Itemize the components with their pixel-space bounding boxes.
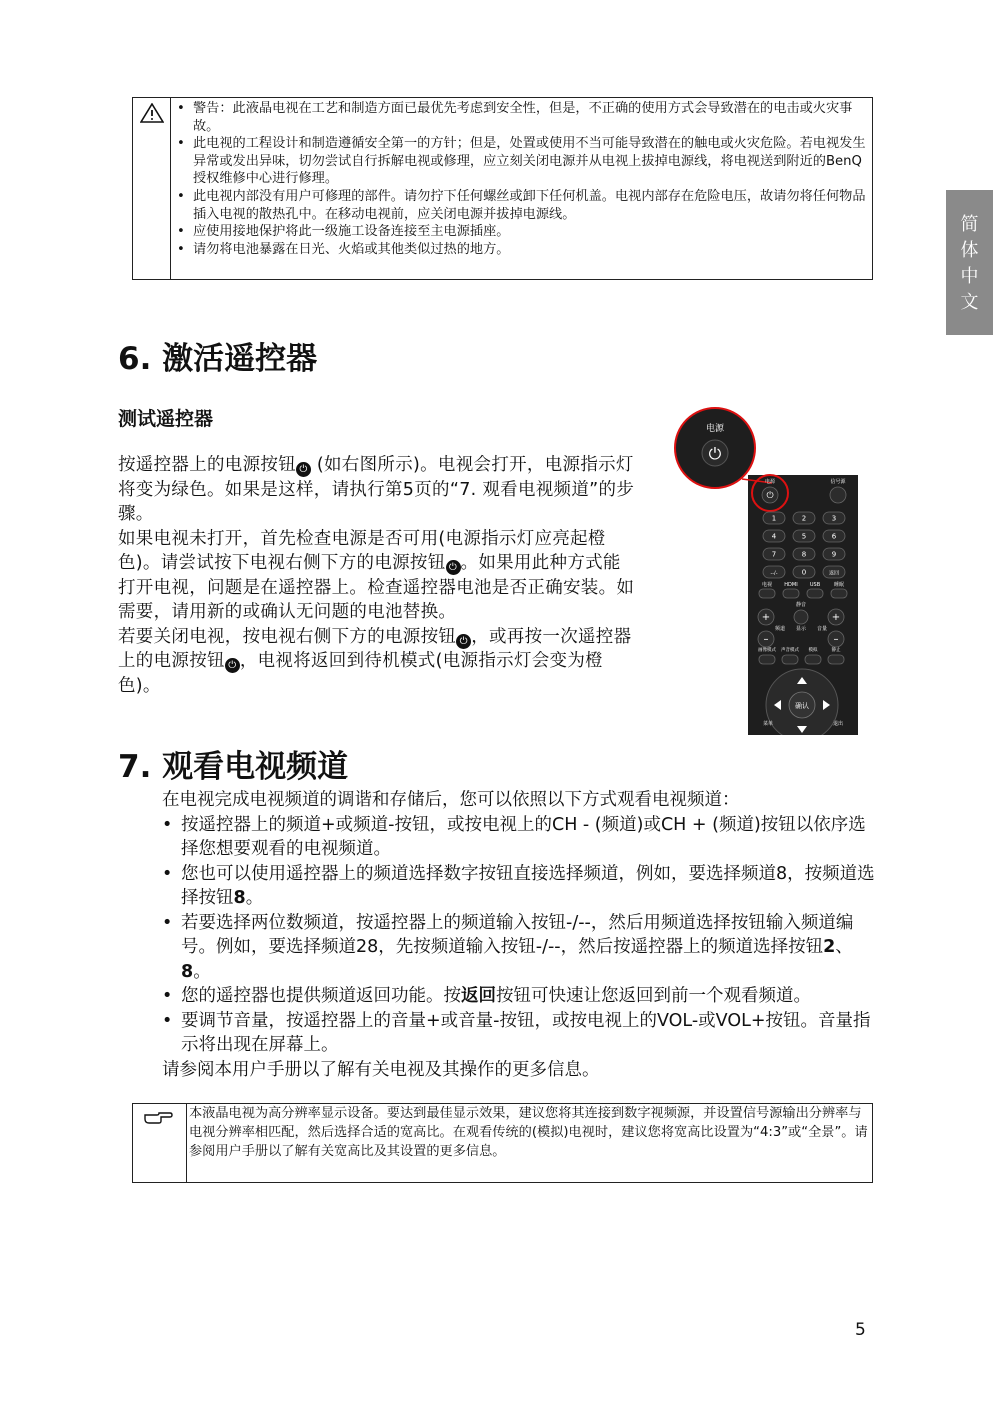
bullet-item: • 您也可以使用遥控器上的频道选择数字按钮直接选择频道，例如，要选择频道8，按频道选择按钮8。	[162, 863, 875, 908]
power-label: 电源	[764, 479, 776, 485]
language-tab-char: 中	[960, 266, 979, 287]
svg-text:+: +	[831, 612, 841, 623]
paragraph: 若要关闭电视，按电视右侧下方的电源按钮 ⏻ ，或再按一次遥控器上的电源按钮 ⏻ ，电视将返回到待机模式(电源指示灯会变为橙色)。	[118, 626, 632, 696]
zoom-power-icon: ⏻	[708, 444, 722, 463]
digit-label: --/-	[770, 570, 778, 577]
mode-button	[782, 655, 798, 664]
note-box	[132, 1103, 873, 1183]
warning-item: • 应使用接地保护将此一级施工设备连接至主电源插座。	[177, 224, 510, 240]
mode-button	[828, 655, 844, 664]
source-label: 信号源	[830, 479, 846, 485]
section6-subtitle: 测试遥控器	[118, 408, 214, 430]
section7-title: 7. 观看电视频道	[118, 749, 349, 785]
power-button: ⏻	[766, 491, 774, 501]
section7-body	[162, 788, 876, 1082]
digit-label: 1	[771, 514, 777, 523]
svg-text:菜单: 菜单	[762, 721, 774, 727]
function-button	[831, 589, 847, 598]
warning-list	[177, 100, 868, 258]
mode-label: 静止	[831, 648, 841, 653]
mode-label: 模拟	[808, 648, 818, 653]
digit-label: 9	[831, 550, 837, 559]
section6-title: 6. 激活遥控器	[118, 341, 318, 377]
paragraph: 如果电视未打开，首先检查电源是否可用(电源指示灯应亮起橙色)。请尝试按下电视右侧下方的电源按钮 ⏻ 。如果用此种方式能打开电视，问题是在遥控器上。检查遥控器电池是否正确安装。如需要，请用新的或确认无问题的电池替换。	[118, 528, 635, 622]
power-icon: ⏻	[296, 462, 311, 477]
warning-box	[132, 97, 873, 280]
outro: 请参阅本用户手册以了解有关电视及其操作的更多信息。	[162, 1059, 600, 1080]
function-button	[807, 589, 823, 598]
digit-label: 返回	[828, 570, 840, 577]
warning-item: • 此电视内部没有用户可修理的部件。请勿拧下任何螺丝或卸下任何机盖。电视内部存在危险电压，故请勿将任何物品插入电视的散热孔中。在移动电视前，应关闭电源并拔掉电源线。	[177, 188, 866, 222]
svg-text:退出: 退出	[832, 721, 844, 727]
mode-button	[759, 655, 775, 664]
bullet-item: • 按遥控器上的频道+或频道-按钮，或按电视上的CH - (频道)或CH + (频道)按钮以依序选择您想要观看的电视频道。	[162, 814, 866, 859]
digit-label: 5	[801, 532, 807, 541]
digit-label: 2	[801, 514, 807, 523]
svg-text:+: +	[761, 612, 771, 623]
mode-label: 声音模式	[781, 648, 799, 653]
language-tab-char: 体	[960, 240, 979, 261]
warning-item: • 请勿将电池暴露在日光、火焰或其他类似过热的地方。	[177, 241, 510, 257]
power-icon: ⏻	[446, 560, 461, 575]
warning-item: • 警告：此液晶电视在工艺和制造方面已最优先考虑到安全性，但是，不正确的使用方式会导致潜在的电击或火灾事故。	[177, 101, 853, 134]
language-tab	[946, 190, 993, 335]
function-button	[783, 589, 799, 598]
remote-control-illustration	[672, 405, 862, 735]
bullet-item: • 若要选择两位数频道，按遥控器上的频道输入按钮-/--，然后用频道选择按钮输入频道编号。例如，要选择频道28，先按频道输入按钮-/--，然后按遥控器上的频道选择按钮2、8。	[162, 912, 854, 982]
bullet-item: • 您的遥控器也提供频道返回功能。按返回按钮可快速让您返回到前一个观看频道。	[162, 986, 811, 1006]
bullet-item: • 要调节音量，按遥控器上的音量+或音量-按钮，或按电视上的VOL-或VOL+按钮。音量指示将出现在屏幕上。	[162, 1010, 871, 1055]
function-button	[759, 589, 775, 598]
page-number: 5	[855, 1320, 866, 1340]
mute-button	[794, 610, 808, 624]
source-button	[830, 487, 846, 503]
mode-button	[805, 655, 821, 664]
language-tab-char: 简	[960, 214, 979, 235]
mode-label: 画像模式	[758, 648, 776, 653]
svg-text:确认: 确认	[795, 702, 809, 710]
digit-label: 4	[771, 532, 777, 541]
zoom-label: 电源	[705, 424, 725, 434]
digit-label: 6	[831, 532, 837, 541]
svg-text:–: –	[833, 634, 839, 645]
function-label: 睡眠	[833, 582, 845, 588]
note-icon-cell	[133, 1104, 187, 1182]
intro: 在电视完成电视频道的调谐和存储后，您可以依照以下方式观看电视频道：	[162, 790, 740, 810]
digit-label: 0	[801, 568, 807, 577]
svg-text:音量: 音量	[816, 626, 828, 632]
section6-body	[118, 453, 638, 698]
svg-text:–: –	[763, 634, 769, 645]
power-icon: ⏻	[456, 634, 471, 649]
mute-label: 静音	[795, 602, 807, 608]
svg-text:显示: 显示	[795, 626, 807, 632]
warning-item: • 此电视的工程设计和制造遵循安全第一的方针；但是，处置或使用不当可能导致潜在的触电或火灾危险。若电视发生异常或发出异味，切勿尝试自行拆解电视或修理，应立刻关闭电源并从电视上拔掉电源线，将电视送到附近的BenQ授权维修中心进行修理。	[177, 136, 866, 187]
warning-icon-cell	[133, 98, 171, 279]
function-label: USB	[809, 582, 821, 588]
language-tab-char: 文	[960, 292, 979, 313]
pointing-hand-icon	[143, 1109, 173, 1125]
digit-label: 3	[831, 514, 837, 523]
note-text: 本液晶电视为高分辨率显示设备。要达到最佳显示效果，建议您将其连接到数字视频源，并设置信号源输出分辨率与电视分辨率相匹配，然后选择合适的宽高比。在观看传统的(模拟)电视时，建议您将宽高比设置为“4:3”或“全景”。请参阅用户手册以了解有关宽高比及其设置的更多信息。	[189, 1106, 868, 1159]
paragraph: 按遥控器上的电源按钮 ⏻ (如右图所示)。电视会打开，电源指示灯将变为绿色。如果是这样，请执行第5页的“7. 观看电视频道”的步骤。	[118, 455, 635, 524]
function-label: 电视	[761, 582, 773, 588]
function-label: HDMI	[784, 582, 798, 588]
digit-label: 7	[771, 550, 777, 559]
power-icon: ⏻	[225, 658, 240, 673]
warning-icon	[140, 103, 164, 123]
svg-text:频道: 频道	[774, 626, 786, 632]
digit-label: 8	[801, 550, 807, 559]
